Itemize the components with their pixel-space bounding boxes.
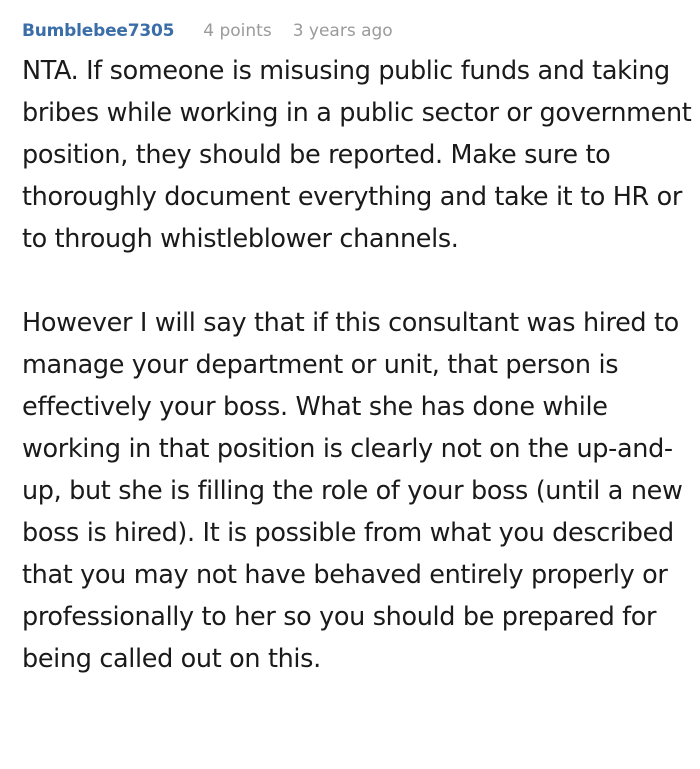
comment-points: 4 points (203, 21, 272, 41)
comment-meta (22, 18, 692, 44)
comment-author-link[interactable]: Bumblebee7305 (22, 21, 175, 41)
comment-body (22, 50, 692, 680)
comment-paragraph: NTA. If someone is misusing public funds and taking bribes while working in a public sector or government position, they should be reported. Make sure to thoroughly document everything and take it to HR or to through whistleblower channels. (22, 56, 692, 254)
comment-timestamp[interactable]: 3 years ago (292, 21, 393, 41)
comment-paragraph: However I will say that if this consultant was hired to manage your department or unit, that person is effectively your boss. What she has done while working in that position is clearly not on the up-and-up, but she is filling the role of your boss (until a new boss is hired). It is possible from what you described that you may not have behaved entirely properly or professionally to her so you should be prepared for being called out on this. (22, 308, 683, 674)
comment (22, 18, 692, 680)
